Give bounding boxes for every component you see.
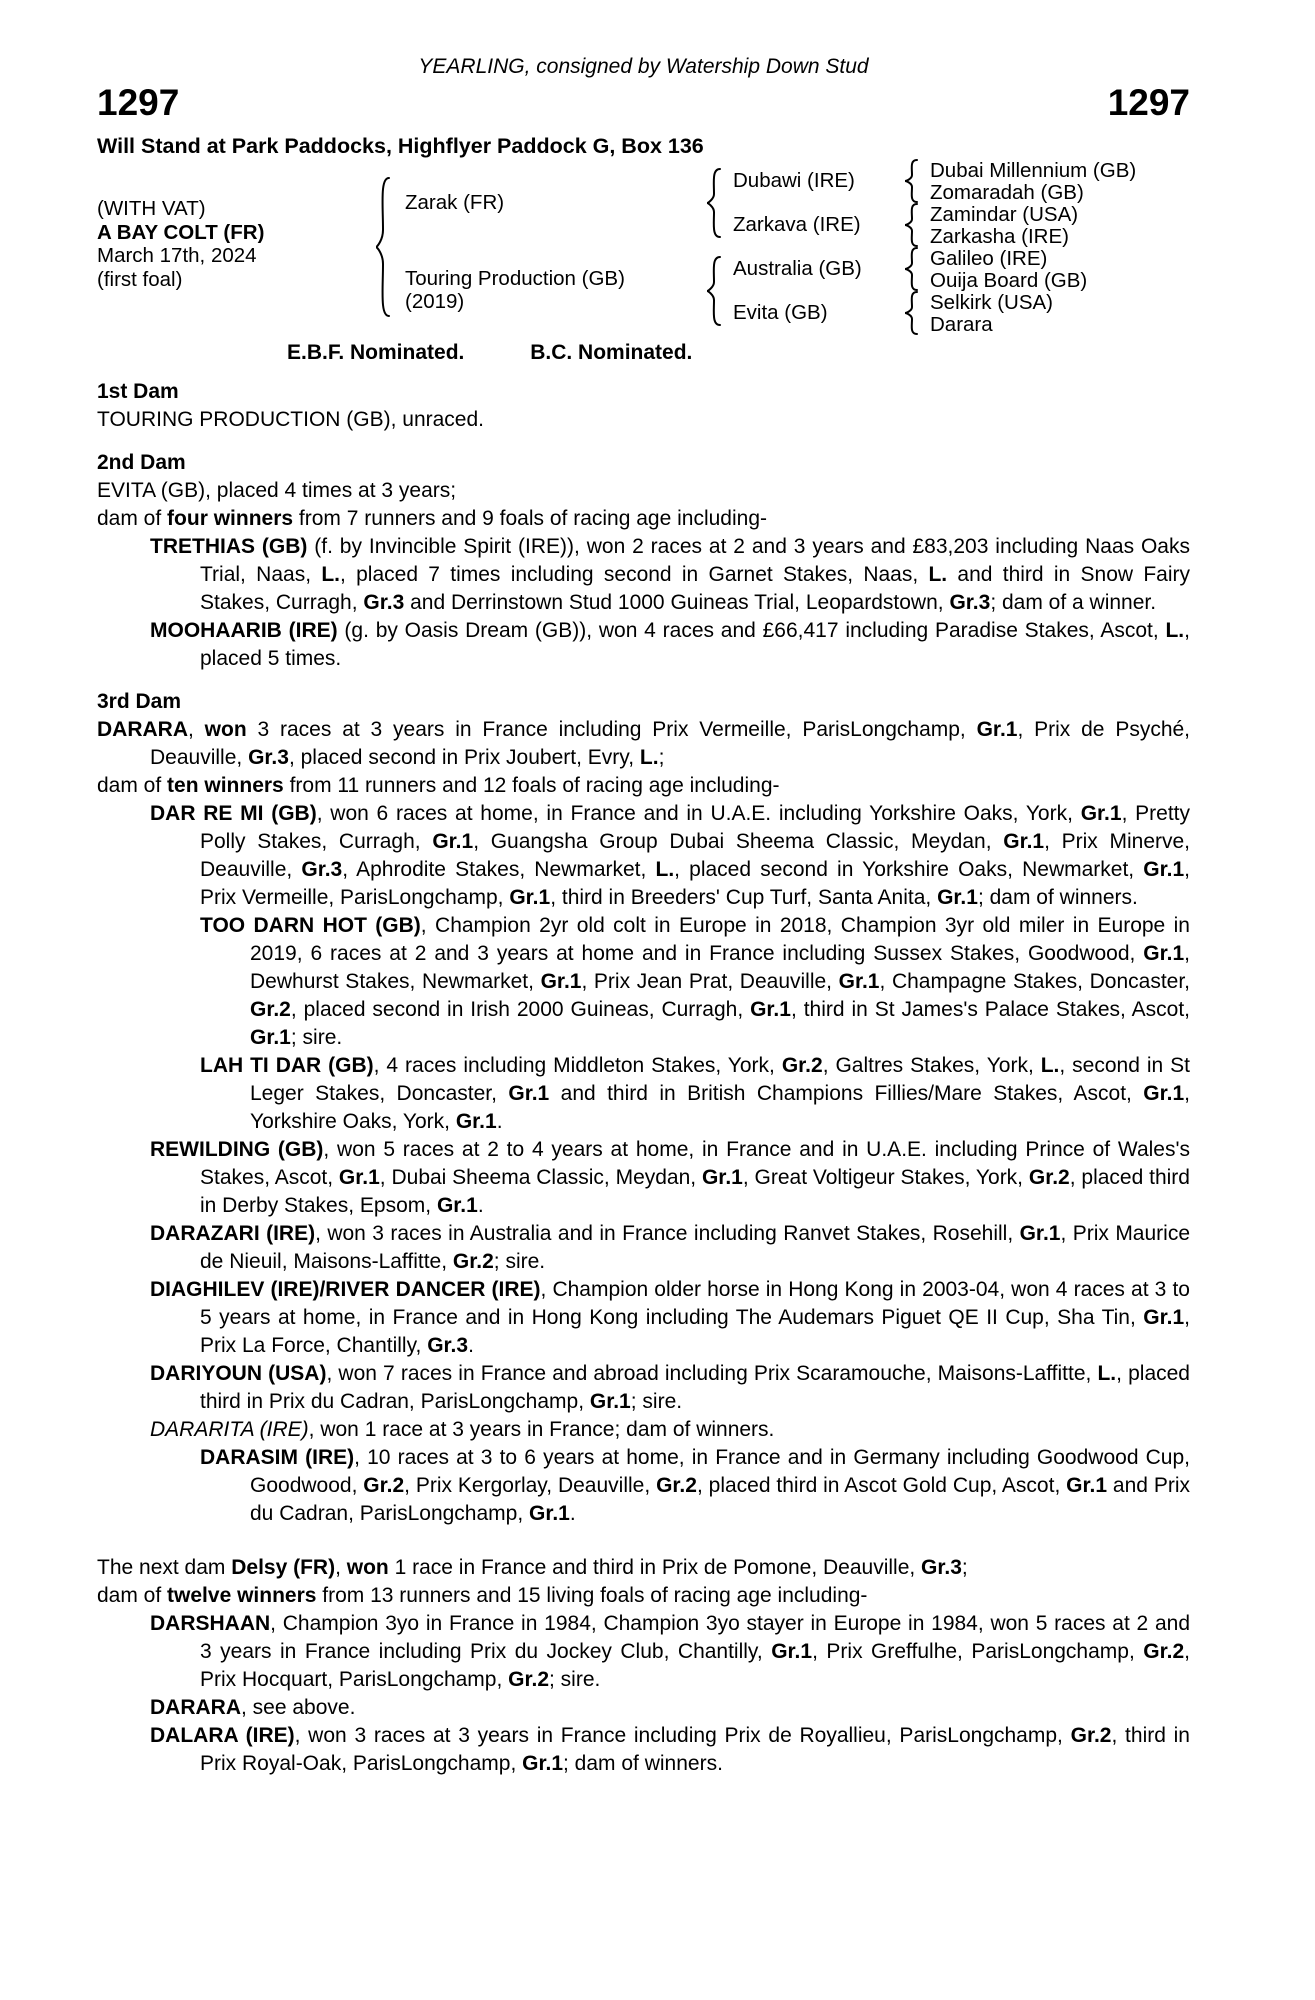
entry-diaghilev: DIAGHILEV (IRE)/RIVER DANCER (IRE), Champion older horse in Hong Kong in 2003-04, won 4 races at 3 to 5 years at home, in France and in Hong Kong including The Audemars Piguet QE II Cup, Sha Tin, Gr.1, Prix La Force, Chantilly, Gr.3. [150,1278,1190,1357]
entry-dar-re-mi: DAR RE MI (GB), won 6 races at home, in France and in U.A.E. including Yorkshire Oaks, York, Gr.1, Pretty Polly Stakes, Curragh, Gr.1, Guangsha Group Dubai Sheema Classic, Meydan, Gr.1, Prix Minerve, Deauville, Gr.3, Aphrodite Stakes, Newmarket, L., placed second in Yorkshire Oaks, Newmarket, Gr.1, Prix Vermeille, ParisLongchamp, Gr.1, third in Breeders' Cup Turf, Santa Anita, Gr.1; dam of winners. [150,802,1191,909]
darara-produce-summary: dam of ten winners from 11 runners and 12 foals of racing age including- [97,774,780,797]
dam-name: Touring Production (GB) [405,267,625,290]
delsy-produce-summary: dam of twelve winners from 13 runners and 15 living foals of racing age including- [97,1584,868,1607]
entry-darara-see-above: DARARA, see above. [150,1696,356,1719]
entry-dararita: DARARITA (IRE), won 1 race at 3 years in France; dam of winners. [150,1418,775,1441]
entry-dalara: DALARA (IRE), won 3 races at 3 years in France including Prix de Royallieu, ParisLongchamp, Gr.2, third in Prix Royal-Oak, ParisLongchamp, Gr.1; dam of winners. [150,1724,1190,1775]
third-dam-section [97,688,1190,1528]
gen3-name-1: Dubai Millennium (GB) [930,159,1137,182]
sire-name: Zarak (FR) [405,191,505,214]
gen3-name-8: Darara [930,313,993,336]
ebf-nomination: E.B.F. Nominated. [287,341,465,364]
section-heading: 2nd Dam [97,451,186,474]
pedigree-brace-gen3-2 [903,203,919,247]
lot-number-left: 1297 [97,82,180,123]
entry-trethias: TRETHIAS (GB) (f. by Invincible Spirit (IRE)), won 2 races at 2 and 3 years and £83,203 including Naas Oaks Trial, Naas, L., placed 7 times including second in Garnet Stakes, Naas, L. and third in Snow Fairy Stakes, Curragh, Gr.3 and Derrinstown Stud 1000 Guineas Trial, Leopardstown, Gr.3; dam of a winner. [150,535,1190,614]
gen3-name-6: Ouija Board (GB) [930,269,1088,292]
stand-location-line: Will Stand at Park Paddocks, Highflyer Paddock G, Box 136 [97,134,704,158]
pedigree-brace-gen3-1 [903,159,919,203]
second-dam-name: Evita (GB) [733,301,828,324]
dam-block [405,267,625,313]
pedigree-brace-gen3-4 [903,291,919,335]
nominations-line [97,340,1190,366]
second-dam-section [97,449,1190,673]
colt-name: A BAY COLT (FR) [97,220,265,244]
entry-evita: EVITA (GB), placed 4 times at 3 years; [97,479,457,502]
evita-produce-summary: dam of four winners from 7 runners and 9 foals of racing age including- [97,507,767,530]
dam-foaling-year: (2019) [405,290,465,313]
gen3-name-2: Zomaradah (GB) [930,181,1084,204]
gen3-name-7: Selkirk (USA) [930,291,1054,314]
vat-note: (WITH VAT) [97,197,206,220]
consignment-title: YEARLING, consigned by Watership Down Stud [418,55,869,78]
lot-number-right: 1297 [1107,82,1190,123]
section-heading: 3rd Dam [97,690,182,713]
section-heading: 1st Dam [97,380,179,403]
entry-lah-ti-dar: LAH TI DAR (GB), 4 races including Middleton Stakes, York, Gr.2, Galtres Stakes, York, L., second in St Leger Stakes, Doncaster, Gr.1 and third in British Champions Fillies/Mare Stakes, Ascot, Gr.1, Yorkshire Oaks, York, Gr.1. [200,1054,1190,1133]
colt-details-block [97,197,264,291]
pedigree-brace-dam-side [705,256,723,326]
entry-darshaan: DARSHAAN, Champion 3yo in France in 1984, Champion 3yo stayer in Europe in 1984, won 5 races at 2 and 3 years in France including Prix du Jockey Club, Chantilly, Gr.1, Prix Greffulhe, ParisLongchamp, Gr.2, Prix Hocquart, ParisLongchamp, Gr.2; sire. [150,1612,1190,1691]
pedigree-brace-sire-side [705,168,723,238]
pedigree-brace-gen1 [374,177,392,317]
damsire-name: Australia (GB) [733,257,862,280]
first-dam-section [97,378,1190,434]
entry-rewilding: REWILDING (GB), won 5 races at 2 to 4 years at home, in France and in U.A.E. including Prince of Wales's Stakes, Ascot, Gr.1, Dubai Sheema Classic, Meydan, Gr.1, Great Voltigeur Stakes, York, Gr.2, placed third in Derby Stakes, Epsom, Gr.1. [150,1138,1190,1217]
entry-darazari: DARAZARI (IRE), won 3 races in Australia and in France including Ranvet Stakes, Rosehill, Gr.1, Prix Maurice de Nieuil, Maisons-Laffitte, Gr.2; sire. [150,1222,1191,1273]
gen3-name-5: Galileo (IRE) [930,247,1048,270]
pedigree-brace-gen3-3 [903,247,919,291]
entry-darara: DARARA, won 3 races at 3 years in France including Prix Vermeille, ParisLongchamp, Gr.1, Prix de Psyché, Deauville, Gr.3, placed second in Prix Joubert, Evry, L.; [97,718,1191,769]
next-dam-section [97,1554,1190,1778]
dam-sections [97,378,1190,1778]
entry-touring-production: TOURING PRODUCTION (GB), unraced. [97,408,485,431]
entry-moohaarib: MOOHAARIB (IRE) (g. by Oasis Dream (GB)), won 4 races and £66,417 including Paradise Stakes, Ascot, L., placed 5 times. [150,619,1190,670]
entry-too-darn-hot: TOO DARN HOT (GB), Champion 2yr old colt in Europe in 2018, Champion 3yr old miler in Europe in 2019, 6 races at 2 and 3 years at home and in France including Sussex Stakes, Goodwood, Gr.1, Dewhurst Stakes, Newmarket, Gr.1, Prix Jean Prat, Deauville, Gr.1, Champagne Stakes, Doncaster, Gr.2, placed second in Irish 2000 Guineas, Curragh, Gr.1, third in St James's Palace Stakes, Ascot, Gr.1; sire. [200,914,1190,1049]
bc-nomination: B.C. Nominated. [530,341,693,364]
grandsire-name: Dubawi (IRE) [733,169,855,192]
entry-dariyoun: DARIYOUN (USA), won 7 races in France and abroad including Prix Scaramouche, Maisons-Laffitte, L., placed third in Prix du Cadran, ParisLongchamp, Gr.1; sire. [150,1362,1190,1413]
colt-foal-note: (first foal) [97,267,183,291]
pedigree-tree [97,160,1190,336]
granddam-name: Zarkava (IRE) [733,213,861,236]
colt-foaling-date: March 17th, 2024 [97,244,257,267]
gen3-name-4: Zarkasha (IRE) [930,225,1069,248]
entry-darasim: DARASIM (IRE), 10 races at 3 to 6 years at home, in France and in Germany including Goodwood Cup, Goodwood, Gr.2, Prix Kergorlay, Deauville, Gr.2, placed third in Ascot Gold Cup, Ascot, Gr.1 and Prix du Cadran, ParisLongchamp, Gr.1. [200,1446,1191,1525]
entry-delsy: The next dam Delsy (FR), won 1 race in France and third in Prix de Pomone, Deauville, Gr.3; [97,1556,968,1579]
lot-number-row [97,82,1190,123]
gen3-name-3: Zamindar (USA) [930,203,1079,226]
